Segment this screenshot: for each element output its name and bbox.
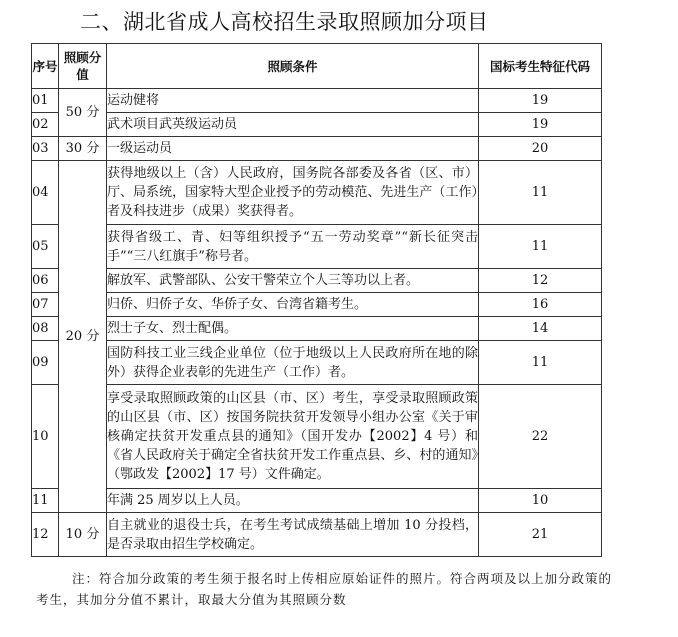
- row-points: 50 分: [59, 89, 107, 137]
- row-no: 03: [32, 137, 59, 161]
- row-code: 11: [479, 225, 602, 269]
- table-row: [32, 225, 602, 269]
- row-condition: 获得地级以上（含）人民政府，国务院各部委及各省（区、市）厅、局系统，国家特大型企业授予的劳动模范、先进生产（工作）者及科技进步（成果）奖获得者。: [107, 161, 479, 225]
- row-condition: 归侨、归侨子女、华侨子女、台湾省籍考生。: [107, 293, 479, 317]
- row-code: 19: [479, 113, 602, 137]
- header-code: 国标考生特征代码: [479, 44, 602, 89]
- row-no: 07: [32, 293, 59, 317]
- row-condition: 运动健将: [107, 89, 479, 113]
- row-code: 12: [479, 269, 602, 293]
- table-row: [32, 161, 602, 225]
- page-title: 二、湖北省成人高校招生录取照顾加分项目: [80, 10, 489, 34]
- table-header-row: [32, 44, 602, 89]
- row-code: 16: [479, 293, 602, 317]
- row-points: 10 分: [59, 513, 107, 557]
- row-condition: 解放军、武警部队、公安干警荣立个人三等功以上者。: [107, 269, 479, 293]
- row-no: 08: [32, 317, 59, 341]
- row-condition: 烈士子女、烈士配偶。: [107, 317, 479, 341]
- table-row: [32, 317, 602, 341]
- table-row: [32, 341, 602, 385]
- table-row: [32, 385, 602, 489]
- row-no: 12: [32, 513, 59, 557]
- row-code: 21: [479, 513, 602, 557]
- row-condition: 自主就业的退役士兵，在考生考试成绩基础上增加 10 分投档，是否录取由招生学校确定。: [107, 513, 479, 557]
- row-code: 14: [479, 317, 602, 341]
- row-condition: 一级运动员: [107, 137, 479, 161]
- row-no: 02: [32, 113, 59, 137]
- row-points: 30 分: [59, 137, 107, 161]
- row-condition: 国防科技工业三线企业单位（位于地级以上人民政府所在地的除外）获得企业表彰的先进生产（工作）者。: [107, 341, 479, 385]
- row-no: 01: [32, 89, 59, 113]
- row-no: 04: [32, 161, 59, 225]
- row-condition: 获得省级工、青、妇等组织授予“五一劳动奖章”“新长征突击手”“三八红旗手”称号者。: [107, 225, 479, 269]
- row-no: 10: [32, 385, 59, 489]
- table-row: [32, 513, 602, 557]
- row-condition: 享受录取照顾政策的山区县（市、区）考生，享受录取照顾政策的山区县（市、区）按国务院扶贫开发领导小组办公室《关于审核确定扶贫开发重点县的通知》（国开发办【2002】4 号）和《省人民政府关于确定全省扶贫开发工作重点县、乡、村的通知》（鄂政发【2002】17 号）文件确定。: [107, 385, 479, 489]
- header-condition: 照顾条件: [107, 44, 479, 89]
- table-row: [32, 137, 602, 161]
- row-points: 20 分: [59, 161, 107, 513]
- table-row: [32, 113, 602, 137]
- row-code: 22: [479, 385, 602, 489]
- row-no: 09: [32, 341, 59, 385]
- table-row: [32, 489, 602, 513]
- footnote: 注：符合加分政策的考生须于报名时上传相应原始证件的照片。符合两项及以上加分政策的考生，其加分分值不累计，取最大分值为其照顾分数: [36, 571, 613, 607]
- row-code: 19: [479, 89, 602, 113]
- header-no: 序号: [32, 44, 59, 89]
- bonus-points-table: [31, 43, 602, 557]
- row-code: 10: [479, 489, 602, 513]
- row-no: 05: [32, 225, 59, 269]
- table-row: [32, 293, 602, 317]
- row-code: 20: [479, 137, 602, 161]
- row-condition: 年满 25 周岁以上人员。: [107, 489, 479, 513]
- row-no: 06: [32, 269, 59, 293]
- table-row: [32, 269, 602, 293]
- row-code: 11: [479, 341, 602, 385]
- header-points: 照顾分值: [59, 44, 107, 89]
- table-row: [32, 89, 602, 113]
- row-condition: 武术项目武英级运动员: [107, 113, 479, 137]
- row-no: 11: [32, 489, 59, 513]
- row-code: 11: [479, 161, 602, 225]
